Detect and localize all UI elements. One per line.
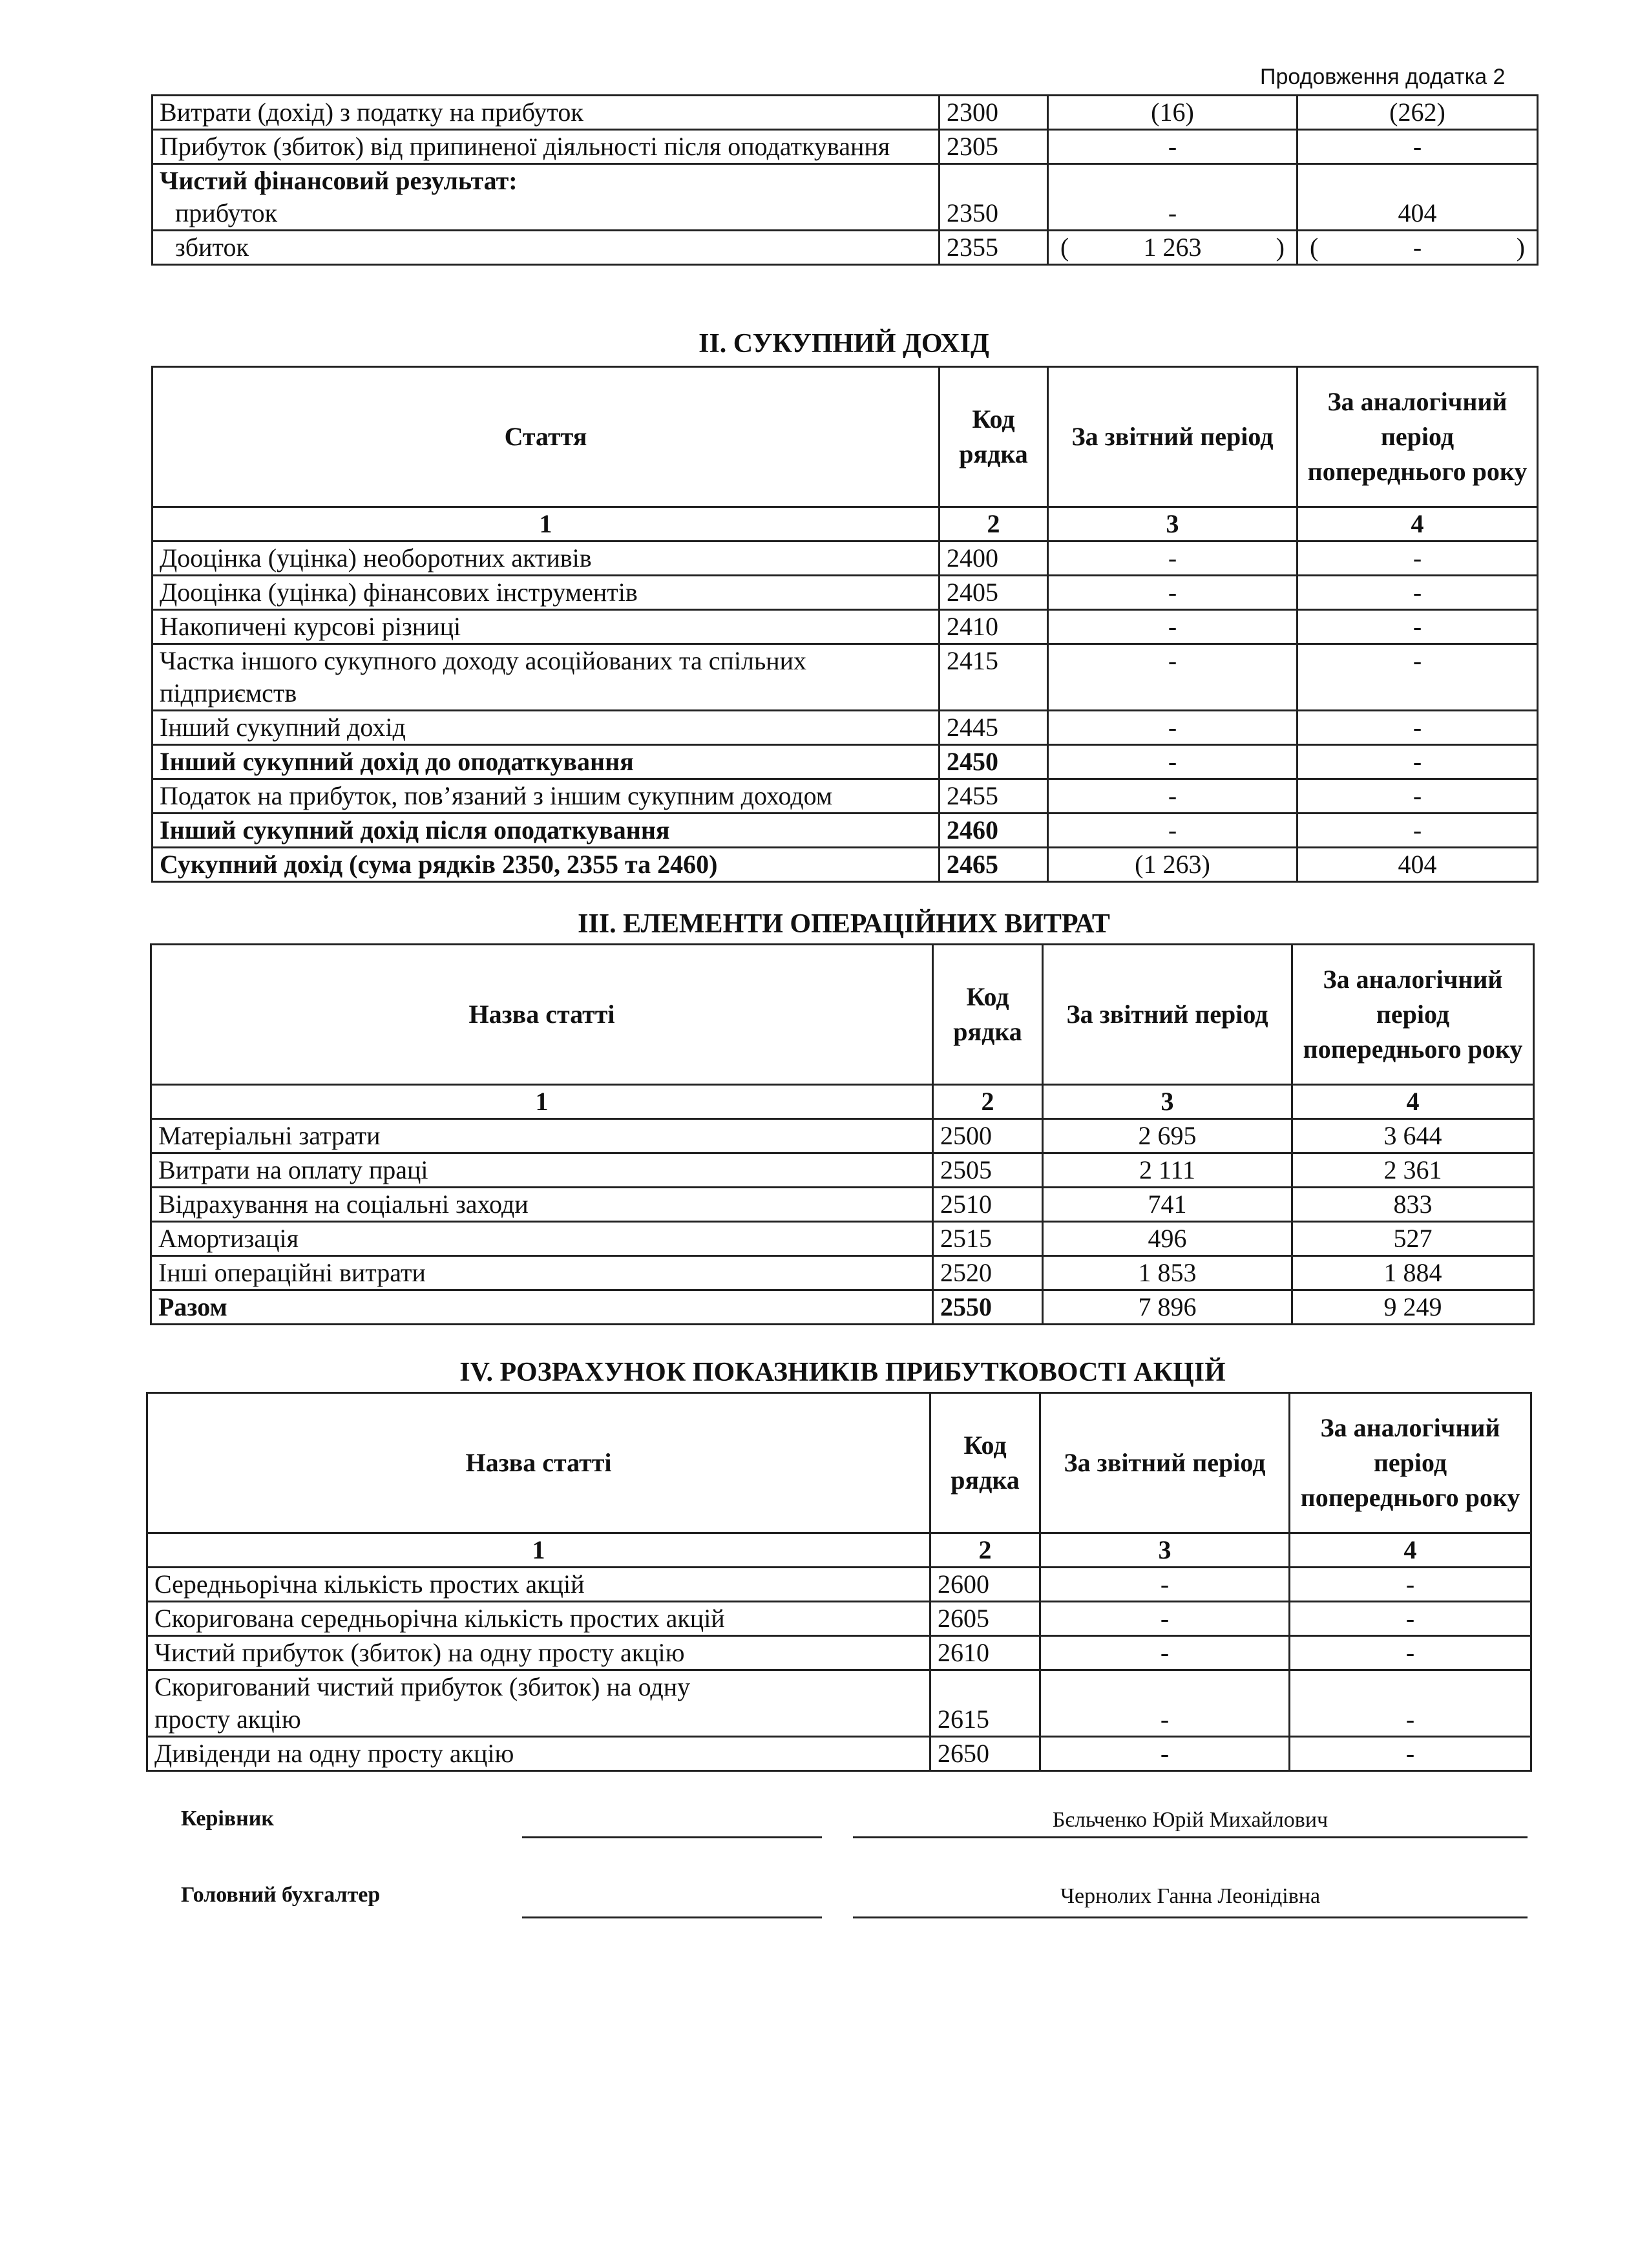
header-code: Код рядка [930,1393,1040,1533]
operating-expenses-table [150,943,1535,1325]
row-name [152,164,940,231]
table-row [147,1568,1531,1602]
row-current: 2 695 [1043,1119,1292,1153]
table-row [147,1602,1531,1636]
header-previous: За аналогічний період попереднього року [1292,945,1534,1085]
row-previous: - [1290,1568,1531,1602]
row-current: - [1040,1737,1290,1771]
row-code: 2460 [940,814,1048,848]
row-code: 2515 [933,1222,1043,1256]
table-row [152,745,1538,779]
row-previous: - [1297,745,1538,779]
row-name: Інший сукупний дохід до оподаткування [152,745,940,779]
row-current: (1 263) [1048,848,1297,882]
row-code: 2605 [930,1602,1040,1636]
row-code: 2410 [940,610,1048,644]
section-4-title: IV. РОЗРАХУНОК ПОКАЗНИКІВ ПРИБУТКОВОСТІ АКЦІЙ [459,1358,1226,1387]
section-2-title: ІІ. СУКУПНИЙ ДОХІД [698,329,989,359]
row-name: Витрати на оплату праці [151,1153,933,1188]
row-current: - [1040,1670,1290,1737]
row-previous: - [1290,1602,1531,1636]
row-code: 2650 [930,1737,1040,1771]
row-code: 2445 [940,711,1048,745]
header-code: Код рядка [933,945,1043,1085]
loss-previous-value: - [1413,233,1422,262]
row-name: Інші операційні витрати [151,1256,933,1290]
col-num: 1 [147,1533,930,1568]
row-previous: 2 361 [1292,1153,1534,1188]
row-previous: - [1290,1670,1531,1737]
row-code: 2455 [940,779,1048,814]
row-code: 2465 [940,848,1048,882]
row-previous: ( - ) [1297,231,1538,265]
table-row [151,1153,1534,1188]
row-name: Витрати (дохід) з податку на прибуток [152,96,940,130]
row-previous: 404 [1297,848,1538,882]
row-name: Накопичені курсові різниці [152,610,940,644]
row-previous: 3 644 [1292,1119,1534,1153]
header-current: За звітний період [1040,1393,1290,1533]
row-current: - [1048,541,1297,576]
table-header-row [152,367,1538,507]
row-current: - [1048,130,1297,164]
net-result-heading: Чистий фінансовий результат: [160,166,518,195]
col-num: 2 [933,1085,1043,1119]
table-row [151,1256,1534,1290]
row-previous: 833 [1292,1188,1534,1222]
row-previous: - [1297,576,1538,610]
col-num: 3 [1043,1085,1292,1119]
row-current: - [1040,1568,1290,1602]
row-previous: - [1297,779,1538,814]
row-current: - [1040,1602,1290,1636]
row-current: 1 853 [1043,1256,1292,1290]
row-previous: - [1290,1737,1531,1771]
header-current: За звітний період [1043,945,1292,1085]
director-label: Керівник [181,1807,274,1831]
row-name: Скоригований чистий прибуток (збиток) на одну просту акцію [147,1670,930,1737]
col-num: 4 [1290,1533,1531,1568]
row-current: - [1048,814,1297,848]
row-name: Інший сукупний дохід [152,711,940,745]
row-code: 2355 [940,231,1048,265]
row-current: - [1048,644,1297,711]
row-current: 2 111 [1043,1153,1292,1188]
row-current: - [1048,779,1297,814]
header-code: Код рядка [940,367,1048,507]
row-previous: - [1297,610,1538,644]
row-code: 2305 [940,130,1048,164]
row-current: - [1048,711,1297,745]
row-current: (16) [1048,96,1297,130]
row-current: - [1048,576,1297,610]
accountant-signature-line [522,1916,822,1918]
header-previous: За аналогічний період попереднього року [1290,1393,1531,1533]
table-row [152,848,1538,882]
table-row [152,164,1538,231]
row-name: Матеріальні затрати [151,1119,933,1153]
column-number-row [147,1533,1531,1568]
row-code: 2405 [940,576,1048,610]
row-code: 2520 [933,1256,1043,1290]
table-row [152,644,1538,711]
income-summary-table [151,94,1539,266]
table-row [151,1290,1534,1325]
row-code: 2300 [940,96,1048,130]
table-row [152,96,1538,130]
director-name: Бєльченко Юрій Михайлович [1052,1808,1329,1832]
header-article: Стаття [152,367,940,507]
table-row [152,576,1538,610]
col-num: 3 [1040,1533,1290,1568]
row-name: Дооцінка (уцінка) фінансових інструментів [152,576,940,610]
director-name-line [853,1836,1528,1838]
row-code: 2510 [933,1188,1043,1222]
row-code: 2400 [940,541,1048,576]
row-previous: 1 884 [1292,1256,1534,1290]
row-name: Відрахування на соціальні заходи [151,1188,933,1222]
column-number-row [152,507,1538,541]
chief-accountant-name: Чернолих Ганна Леонідівна [1060,1884,1321,1908]
table-row [152,231,1538,265]
col-num: 2 [930,1533,1040,1568]
row-current: - [1048,745,1297,779]
row-current: ( 1 263 ) [1048,231,1297,265]
row-name: Скоригована середньорічна кількість простих акцій [147,1602,930,1636]
row-name: Разом [151,1290,933,1325]
row-current: - [1040,1636,1290,1670]
table-row [152,541,1538,576]
row-name: Частка іншого сукупного доходу асоційованих та спільних підприємств [152,644,940,711]
net-result-profit-label: прибуток [175,198,278,227]
row-name: Сукупний дохід (сума рядків 2350, 2355 та 2460) [152,848,940,882]
table-row [151,1222,1534,1256]
row-name: Дооцінка (уцінка) необоротних активів [152,541,940,576]
table-row [152,610,1538,644]
row-previous: 527 [1292,1222,1534,1256]
row-current: - [1048,610,1297,644]
table-row [152,814,1538,848]
table-row [147,1737,1531,1771]
table-row [151,1188,1534,1222]
header-article: Назва статті [151,945,933,1085]
row-name: Чистий прибуток (збиток) на одну просту акцію [147,1636,930,1670]
col-num: 4 [1297,507,1538,541]
col-num: 2 [940,507,1048,541]
table-row [152,130,1538,164]
row-previous: - [1297,541,1538,576]
chief-accountant-label: Головний бухгалтер [181,1883,381,1907]
header-current: За звітний період [1048,367,1297,507]
row-previous: 9 249 [1292,1290,1534,1325]
row-name: Податок на прибуток, пов’язаний з іншим сукупним доходом [152,779,940,814]
row-name: збиток [152,231,940,265]
row-code: 2600 [930,1568,1040,1602]
row-current: 496 [1043,1222,1292,1256]
row-current: 7 896 [1043,1290,1292,1325]
row-code: 2615 [930,1670,1040,1737]
col-num: 1 [151,1085,933,1119]
col-num: 4 [1292,1085,1534,1119]
section-3-title: ІІІ. ЕЛЕМЕНТИ ОПЕРАЦІЙНИХ ВИТРАТ [578,909,1110,939]
row-name: Середньорічна кількість простих акцій [147,1568,930,1602]
row-code: 2500 [933,1119,1043,1153]
comprehensive-income-table [151,366,1539,883]
table-header-row [151,945,1534,1085]
row-previous: 404 [1297,164,1538,231]
row-previous: - [1297,130,1538,164]
director-signature-line [522,1836,822,1838]
accountant-name-line [853,1916,1528,1918]
row-code: 2450 [940,745,1048,779]
table-row [152,779,1538,814]
row-previous: (262) [1297,96,1538,130]
row-code: 2350 [940,164,1048,231]
row-name: Прибуток (збиток) від припиненої діяльності після оподаткування [152,130,940,164]
row-code: 2505 [933,1153,1043,1188]
row-code: 2415 [940,644,1048,711]
row-name: Амортизація [151,1222,933,1256]
table-row [147,1670,1531,1737]
row-name: Дивіденди на одну просту акцію [147,1737,930,1771]
header-article: Назва статті [147,1393,930,1533]
row-code: 2550 [933,1290,1043,1325]
row-previous: - [1290,1636,1531,1670]
row-current: - [1048,164,1297,231]
table-header-row [147,1393,1531,1533]
header-previous: За аналогічний період попереднього року [1297,367,1538,507]
table-row [151,1119,1534,1153]
column-number-row [151,1085,1534,1119]
share-profitability-table [146,1392,1532,1772]
row-current: 741 [1043,1188,1292,1222]
table-row [147,1636,1531,1670]
row-previous: - [1297,644,1538,711]
col-num: 3 [1048,507,1297,541]
row-previous: - [1297,814,1538,848]
table-row [152,711,1538,745]
loss-current-value: 1 263 [1143,233,1202,262]
row-code: 2610 [930,1636,1040,1670]
continuation-label: Продовження додатка 2 [1260,65,1506,89]
row-previous: - [1297,711,1538,745]
row-name: Інший сукупний дохід після оподаткування [152,814,940,848]
col-num: 1 [152,507,940,541]
